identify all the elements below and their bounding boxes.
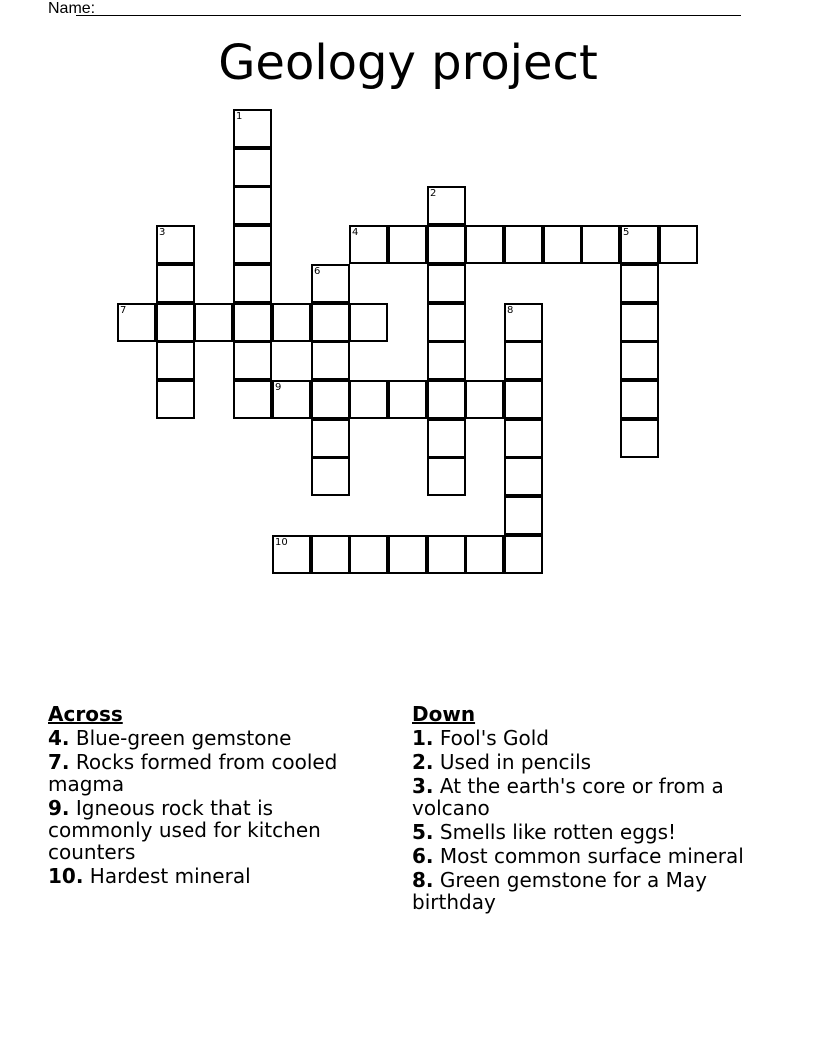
grid-cell[interactable]	[620, 380, 659, 419]
down-clue	[412, 821, 752, 843]
cell-number: 1	[236, 111, 243, 122]
grid-cell[interactable]	[233, 109, 272, 148]
down-clue	[412, 727, 752, 749]
grid-cell[interactable]	[620, 303, 659, 342]
across-clue	[48, 751, 368, 795]
grid-cell[interactable]	[465, 380, 504, 419]
grid-cell[interactable]	[427, 186, 466, 225]
grid-cell[interactable]	[311, 535, 350, 574]
grid-cell[interactable]	[272, 380, 311, 419]
grid-cell[interactable]	[581, 225, 620, 264]
grid-cell[interactable]	[233, 186, 272, 225]
grid-cell[interactable]	[465, 535, 504, 574]
grid-cell[interactable]	[311, 341, 350, 380]
grid-cell[interactable]	[388, 225, 427, 264]
grid-cell[interactable]	[504, 457, 543, 496]
grid-cell[interactable]	[272, 535, 311, 574]
grid-cell[interactable]	[620, 419, 659, 458]
grid-cell[interactable]	[543, 225, 582, 264]
grid-cell[interactable]	[504, 303, 543, 342]
clue-number: 8.	[412, 868, 434, 892]
grid-cell[interactable]	[388, 380, 427, 419]
grid-cell[interactable]	[156, 303, 195, 342]
cell-number: 8	[507, 305, 514, 316]
clue-text: At the earth's core or from a volcano	[412, 774, 724, 820]
cell-number: 3	[159, 227, 166, 238]
grid-cell[interactable]	[233, 380, 272, 419]
grid-cell[interactable]	[272, 303, 311, 342]
cell-number: 6	[314, 266, 321, 277]
grid-cell[interactable]	[156, 341, 195, 380]
grid-cell[interactable]	[504, 225, 543, 264]
clue-text: Used in pencils	[439, 750, 592, 774]
grid-cell[interactable]	[620, 341, 659, 380]
down-clue	[412, 869, 752, 913]
clue-text: Rocks formed from cooled magma	[48, 750, 338, 796]
grid-cell[interactable]	[620, 264, 659, 303]
down-clue	[412, 751, 752, 773]
clue-text: Green gemstone for a May birthday	[412, 868, 707, 914]
grid-cell[interactable]	[620, 225, 659, 264]
cell-number: 7	[120, 305, 127, 316]
grid-cell[interactable]	[427, 264, 466, 303]
grid-cell[interactable]	[427, 457, 466, 496]
grid-cell[interactable]	[427, 535, 466, 574]
clue-number: 5.	[412, 820, 434, 844]
puzzle-title: Geology project	[218, 35, 598, 91]
clue-text: Fool's Gold	[439, 726, 549, 750]
grid-cell[interactable]	[427, 225, 466, 264]
grid-cell[interactable]	[388, 535, 427, 574]
grid-cell[interactable]	[311, 419, 350, 458]
name-label: Name:	[48, 0, 96, 17]
grid-cell[interactable]	[659, 225, 698, 264]
down-heading: Down	[412, 702, 476, 726]
clue-number: 6.	[412, 844, 434, 868]
clue-number: 2.	[412, 750, 434, 774]
grid-cell[interactable]	[156, 380, 195, 419]
grid-cell[interactable]	[465, 225, 504, 264]
clue-text: Blue-green gemstone	[75, 726, 292, 750]
grid-cell[interactable]	[233, 225, 272, 264]
grid-cell[interactable]	[311, 264, 350, 303]
across-clue	[48, 797, 368, 863]
clue-text: Smells like rotten eggs!	[439, 820, 677, 844]
cell-number: 10	[275, 537, 288, 548]
clue-number: 4.	[48, 726, 70, 750]
across-clue	[48, 727, 368, 749]
clue-text: Igneous rock that is commonly used for kitchen counters	[48, 796, 321, 864]
grid-cell[interactable]	[233, 341, 272, 380]
grid-cell[interactable]	[427, 341, 466, 380]
grid-cell[interactable]	[504, 380, 543, 419]
cell-number: 4	[352, 227, 359, 238]
across-heading: Across	[48, 702, 123, 726]
clue-text: Most common surface mineral	[439, 844, 744, 868]
cell-number: 5	[623, 227, 630, 238]
grid-cell[interactable]	[233, 148, 272, 187]
grid-cell[interactable]	[427, 303, 466, 342]
grid-cell[interactable]	[504, 419, 543, 458]
grid-cell[interactable]	[311, 303, 350, 342]
clue-number: 10.	[48, 864, 84, 888]
grid-cell[interactable]	[233, 303, 272, 342]
grid-cell[interactable]	[504, 535, 543, 574]
grid-cell[interactable]	[349, 380, 388, 419]
clue-number: 9.	[48, 796, 70, 820]
grid-cell[interactable]	[349, 225, 388, 264]
clue-number: 7.	[48, 750, 70, 774]
grid-cell[interactable]	[427, 380, 466, 419]
grid-cell[interactable]	[194, 303, 233, 342]
grid-cell[interactable]	[504, 496, 543, 535]
clue-number: 1.	[412, 726, 434, 750]
grid-cell[interactable]	[233, 264, 272, 303]
grid-cell[interactable]	[117, 303, 156, 342]
grid-cell[interactable]	[311, 457, 350, 496]
grid-cell[interactable]	[156, 225, 195, 264]
down-clues	[412, 703, 752, 915]
grid-cell[interactable]	[349, 535, 388, 574]
clue-text: Hardest mineral	[89, 864, 251, 888]
down-clue	[412, 845, 752, 867]
grid-cell[interactable]	[427, 419, 466, 458]
cell-number: 2	[430, 188, 437, 199]
cell-number: 9	[275, 382, 282, 393]
down-clue	[412, 775, 752, 819]
grid-cell[interactable]	[156, 264, 195, 303]
grid-cell[interactable]	[311, 380, 350, 419]
grid-cell[interactable]	[349, 303, 388, 342]
grid-cell[interactable]	[504, 341, 543, 380]
across-clues	[48, 703, 368, 889]
clue-number: 3.	[412, 774, 434, 798]
across-clue	[48, 865, 368, 887]
